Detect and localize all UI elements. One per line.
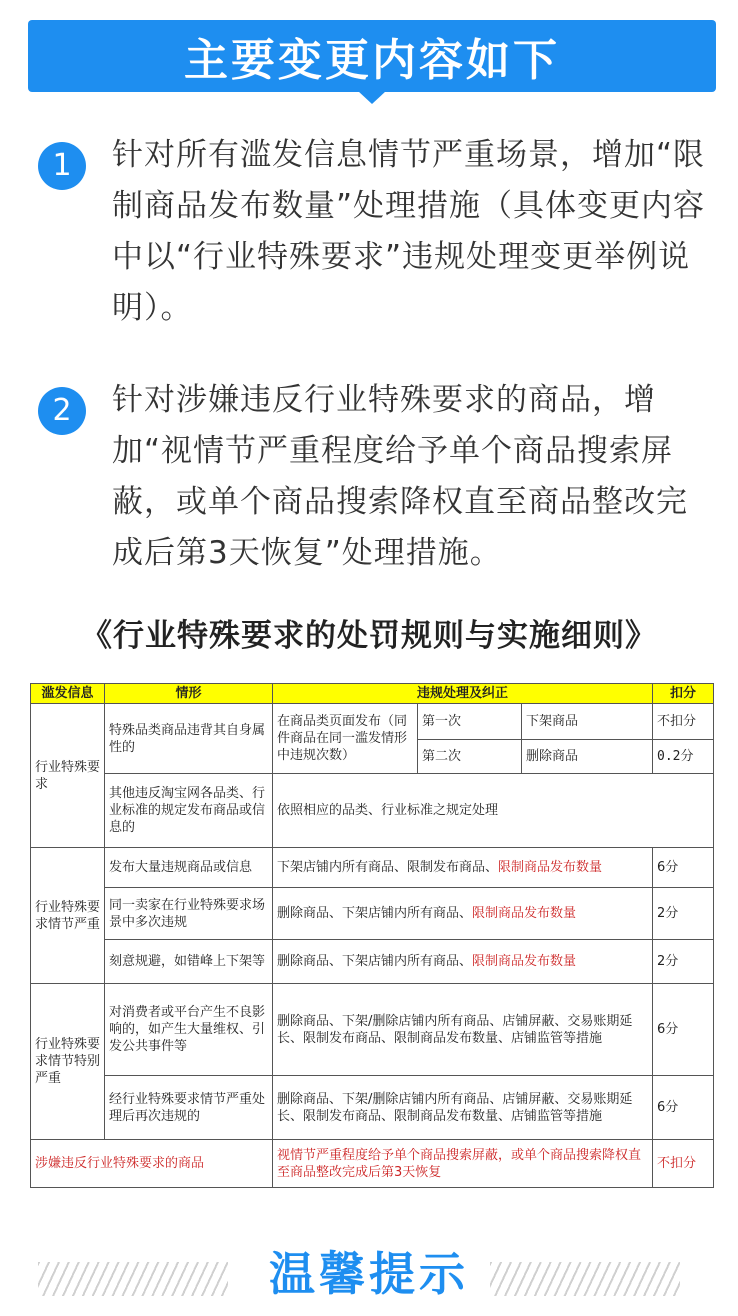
table-row bbox=[31, 774, 714, 848]
table-row bbox=[31, 940, 714, 984]
header-cell: 扣分 bbox=[653, 684, 714, 704]
case-cell: 其他违反淘宝网各品类、行业标准的规定发布商品或信息的 bbox=[105, 774, 273, 848]
action-cell: 下架商品 bbox=[522, 704, 653, 740]
case-cell: 对消费者或平台产生不良影响的，如产生大量维权、引发公共事件等 bbox=[105, 984, 273, 1076]
count-cell: 第一次 bbox=[418, 704, 522, 740]
header-cell: 情形 bbox=[105, 684, 273, 704]
case-cell: 特殊品类商品违背其自身属性的 bbox=[105, 704, 273, 774]
case-cell: 刻意规避，如错峰上下架等 bbox=[105, 940, 273, 984]
action-cell bbox=[273, 888, 653, 940]
table-row bbox=[31, 888, 714, 940]
header-cell: 滥发信息 bbox=[31, 684, 105, 704]
header-banner bbox=[28, 20, 716, 92]
table-header-row bbox=[31, 684, 714, 704]
item-text: 针对所有滥发信息情节严重场景，增加“限制商品发布数量”处理措施（具体变更内容中以“行业特殊要求”违规处理变更举例说明）。 bbox=[112, 137, 706, 326]
table-row bbox=[31, 848, 714, 888]
action-cell: 依照相应的品类、行业标准之规定处理 bbox=[273, 774, 714, 848]
case-cell: 涉嫌违反行业特殊要求的商品 bbox=[31, 1140, 273, 1188]
action-cell: 视情节严重程度给予单个商品搜索屏蔽，或单个商品搜索降权直至商品整改完成后第3天恢复 bbox=[273, 1140, 653, 1188]
item-number-badge: 1 bbox=[38, 142, 86, 190]
category-cell: 行业特殊要求情节严重 bbox=[31, 848, 105, 984]
action-text: 删除商品、下架店铺内所有商品、 bbox=[277, 906, 473, 921]
action-text: 删除商品、下架店铺内所有商品、 bbox=[277, 954, 473, 969]
table-row bbox=[31, 984, 714, 1076]
measure-cell: 在商品类页面发布（同件商品在同一滥发情形中违规次数） bbox=[273, 704, 418, 774]
case-cell: 经行业特殊要求情节严重处理后再次违规的 bbox=[105, 1076, 273, 1140]
rules-table bbox=[30, 683, 714, 1188]
decorative-hatch-right bbox=[490, 1262, 680, 1296]
points-cell: 2分 bbox=[653, 940, 714, 984]
action-cell: 删除商品、下架/删除店铺内所有商品、店铺屏蔽、交易账期延长、限制发布商品、限制商品发布数量、店铺监管等措施 bbox=[273, 984, 653, 1076]
action-cell: 删除商品 bbox=[522, 740, 653, 774]
category-cell: 行业特殊要求情节特别严重 bbox=[31, 984, 105, 1140]
action-highlight: 限制商品发布数量 bbox=[472, 906, 577, 921]
points-cell: 0.2分 bbox=[653, 740, 714, 774]
action-highlight: 限制商品发布数量 bbox=[498, 860, 603, 875]
points-cell: 2分 bbox=[653, 888, 714, 940]
header-cell: 违规处理及纠正 bbox=[273, 684, 653, 704]
case-cell: 发布大量违规商品或信息 bbox=[105, 848, 273, 888]
item-text: 针对涉嫌违反行业特殊要求的商品，增加“视情节严重程度给予单个商品搜索屏蔽，或单个商品搜索降权直至商品整改完成后第3天恢复”处理措施。 bbox=[112, 382, 688, 571]
tip-title: 温馨提示 bbox=[269, 1247, 469, 1301]
points-cell: 6分 bbox=[653, 848, 714, 888]
action-cell bbox=[273, 848, 653, 888]
points-cell: 6分 bbox=[653, 984, 714, 1076]
case-cell: 同一卖家在行业特殊要求场景中多次违规 bbox=[105, 888, 273, 940]
rules-title: 《行业特殊要求的处罚规则与实施细则》 bbox=[81, 618, 657, 654]
action-text: 下架店铺内所有商品、限制发布商品、 bbox=[277, 860, 499, 875]
action-cell bbox=[273, 940, 653, 984]
table-row bbox=[31, 1076, 714, 1140]
item-number-badge: 2 bbox=[38, 387, 86, 435]
action-cell: 删除商品、下架/删除店铺内所有商品、店铺屏蔽、交易账期延长、限制发布商品、限制商品发布数量、店铺监管等措施 bbox=[273, 1076, 653, 1140]
action-highlight: 限制商品发布数量 bbox=[472, 954, 577, 969]
points-cell: 不扣分 bbox=[653, 704, 714, 740]
count-cell: 第二次 bbox=[418, 740, 522, 774]
banner-title: 主要变更内容如下 bbox=[184, 35, 560, 86]
points-cell: 不扣分 bbox=[653, 1140, 714, 1188]
table-row bbox=[31, 704, 714, 740]
category-cell: 行业特殊要求 bbox=[31, 704, 105, 848]
points-cell: 6分 bbox=[653, 1076, 714, 1140]
table-row bbox=[31, 1140, 714, 1188]
